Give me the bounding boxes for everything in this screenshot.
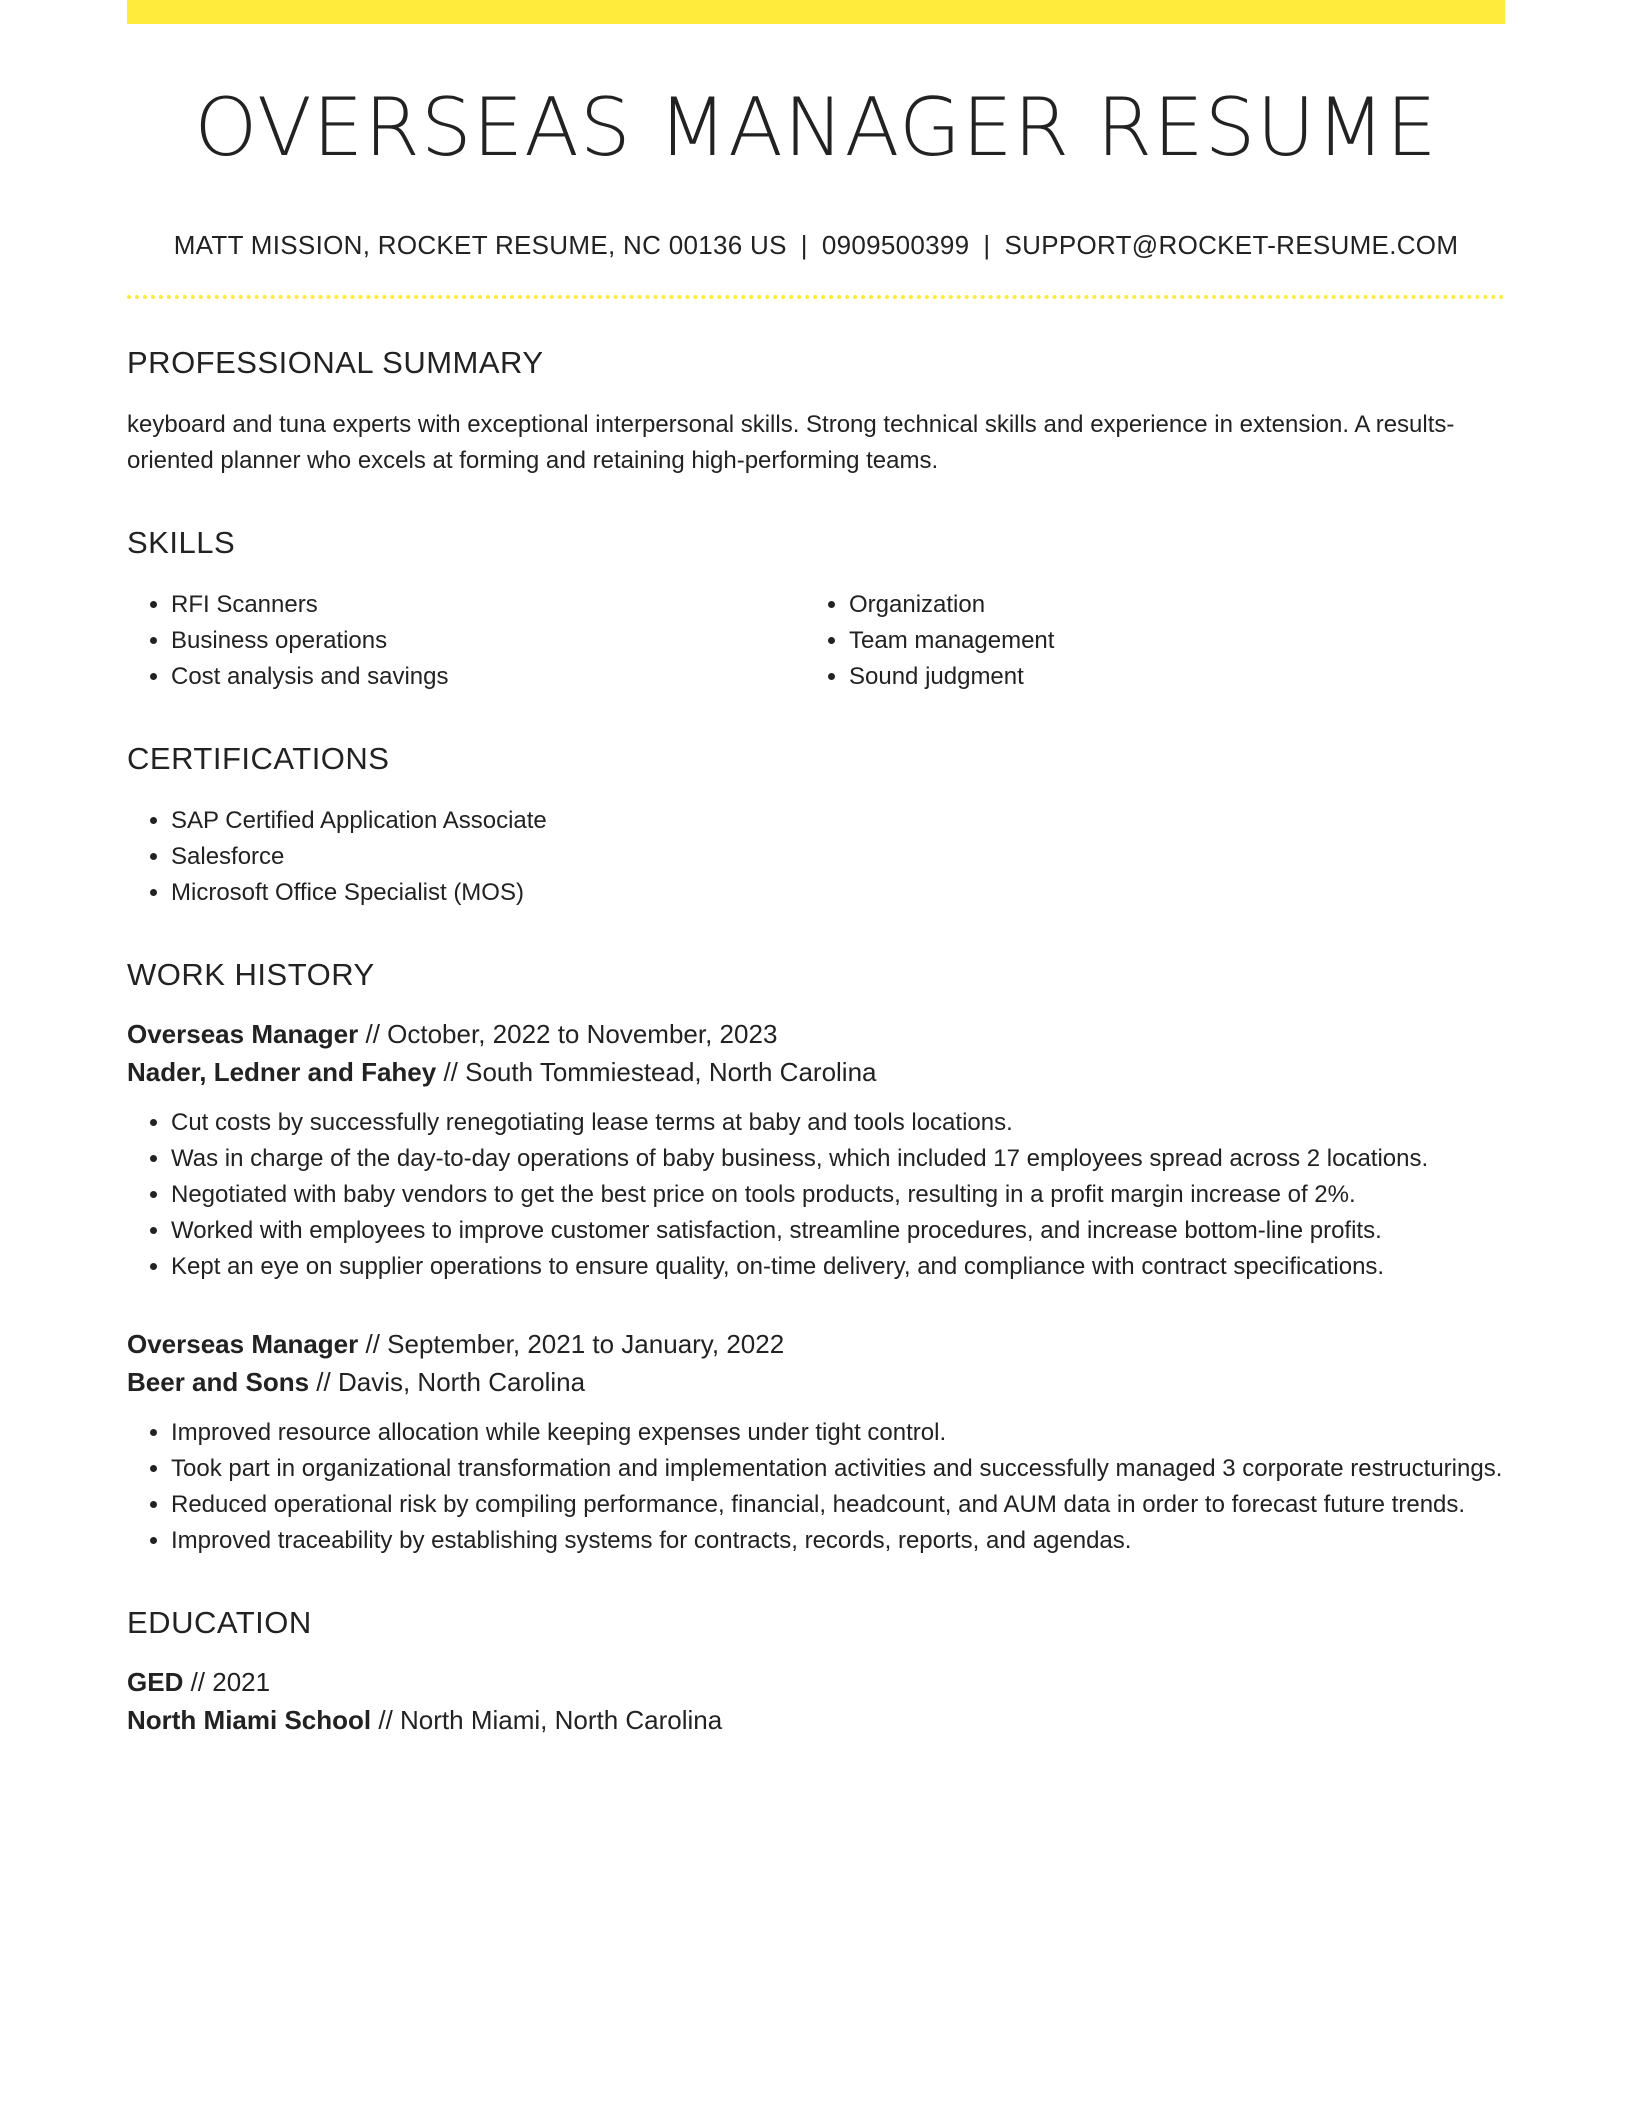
education-degree-line xyxy=(127,1663,1505,1701)
job-company-line xyxy=(127,1053,1505,1091)
section-heading-education: EDUCATION xyxy=(127,1605,312,1640)
job-duty-item: • Cut costs by successfully renegotiating lease terms at baby and tools locations. xyxy=(171,1105,1505,1141)
education-section xyxy=(127,1605,1505,1739)
contact-email: SUPPORT@ROCKET-RESUME.COM xyxy=(1004,230,1459,260)
job-dates: // September, 2021 to January, 2022 xyxy=(358,1329,785,1359)
section-heading-certifications: CERTIFICATIONS xyxy=(127,741,390,776)
job-duty-item: • Kept an eye on supplier operations to ensure quality, on-time delivery, and compliance with contract specifications. xyxy=(171,1249,1505,1285)
header-divider xyxy=(127,295,1505,299)
job-entry xyxy=(127,1325,1505,1559)
job-entry xyxy=(127,1015,1505,1285)
resume-title: OVERSEAS MANAGER RESUME xyxy=(194,81,1438,174)
job-location: // South Tommiestead, North Carolina xyxy=(436,1057,877,1087)
job-duty-item: • Worked with employees to improve customer satisfaction, streamline procedures, and increase bottom-line profits. xyxy=(171,1213,1505,1249)
education-degree: GED xyxy=(127,1667,184,1697)
job-company-line xyxy=(127,1363,1505,1401)
skills-list-right xyxy=(805,587,1483,695)
certifications-list xyxy=(127,803,1505,911)
summary-section xyxy=(127,345,1505,479)
education-year: // 2021 xyxy=(183,1667,271,1697)
contact-separator: | xyxy=(983,230,991,260)
job-duty-item: • Was in charge of the day-to-day operations of baby business, which included 17 employees spread across 2 locations. xyxy=(171,1141,1505,1177)
certification-item: • Salesforce xyxy=(171,839,1505,875)
certification-item: • SAP Certified Application Associate xyxy=(171,803,1505,839)
certifications-section xyxy=(127,741,1505,911)
job-duty-item: • Improved resource allocation while keeping expenses under tight control. xyxy=(171,1415,1505,1451)
education-school-line xyxy=(127,1701,1505,1739)
job-duty-item: • Took part in organizational transformation and implementation activities and successfully managed 3 corporate restructurings. xyxy=(171,1451,1505,1487)
summary-text: keyboard and tuna experts with exceptional interpersonal skills. Strong technical skills and experience in extension. A results-oriented planner who excels at forming and retaining high-performing teams. xyxy=(127,411,1455,474)
work-history-section xyxy=(127,957,1505,1559)
skills-section xyxy=(127,525,1505,695)
education-school: North Miami School xyxy=(127,1705,372,1735)
job-duties-list xyxy=(127,1415,1505,1559)
skills-columns xyxy=(127,587,1505,695)
skill-item: • Sound judgment xyxy=(849,659,1483,695)
job-duty-item: • Improved traceability by establishing systems for contracts, records, reports, and agendas. xyxy=(171,1523,1505,1559)
section-heading-work-history: WORK HISTORY xyxy=(127,957,375,992)
job-title: Overseas Manager xyxy=(127,1329,359,1359)
job-title: Overseas Manager xyxy=(127,1019,359,1049)
skills-list-left xyxy=(127,587,805,695)
skill-item: • Team management xyxy=(849,623,1483,659)
contact-address: MATT MISSION, ROCKET RESUME, NC 00136 US xyxy=(173,230,787,260)
job-duties-list xyxy=(127,1105,1505,1285)
job-duty-item: • Reduced operational risk by compiling performance, financial, headcount, and AUM data in order to forecast future trends. xyxy=(171,1487,1505,1523)
skill-item: • Organization xyxy=(849,587,1483,623)
section-heading-summary: PROFESSIONAL SUMMARY xyxy=(127,345,544,380)
job-location: // Davis, North Carolina xyxy=(309,1367,586,1397)
accent-top-bar xyxy=(127,0,1505,24)
contact-phone: 0909500399 xyxy=(821,230,970,260)
contact-separator: | xyxy=(800,230,808,260)
contact-line xyxy=(127,230,1505,261)
job-title-line xyxy=(127,1015,1505,1053)
skill-item: • RFI Scanners xyxy=(171,587,805,623)
job-dates: // October, 2022 to November, 2023 xyxy=(358,1019,778,1049)
certification-item: • Microsoft Office Specialist (MOS) xyxy=(171,875,1505,911)
skill-item: • Business operations xyxy=(171,623,805,659)
skill-item: • Cost analysis and savings xyxy=(171,659,805,695)
job-duty-item: • Negotiated with baby vendors to get the best price on tools products, resulting in a profit margin increase of 2%. xyxy=(171,1177,1505,1213)
job-title-line xyxy=(127,1325,1505,1363)
resume-page xyxy=(127,0,1505,1739)
job-company: Beer and Sons xyxy=(127,1367,310,1397)
job-company: Nader, Ledner and Fahey xyxy=(127,1057,437,1087)
section-heading-skills: SKILLS xyxy=(127,525,236,560)
education-entry xyxy=(127,1663,1505,1739)
education-location: // North Miami, North Carolina xyxy=(371,1705,723,1735)
